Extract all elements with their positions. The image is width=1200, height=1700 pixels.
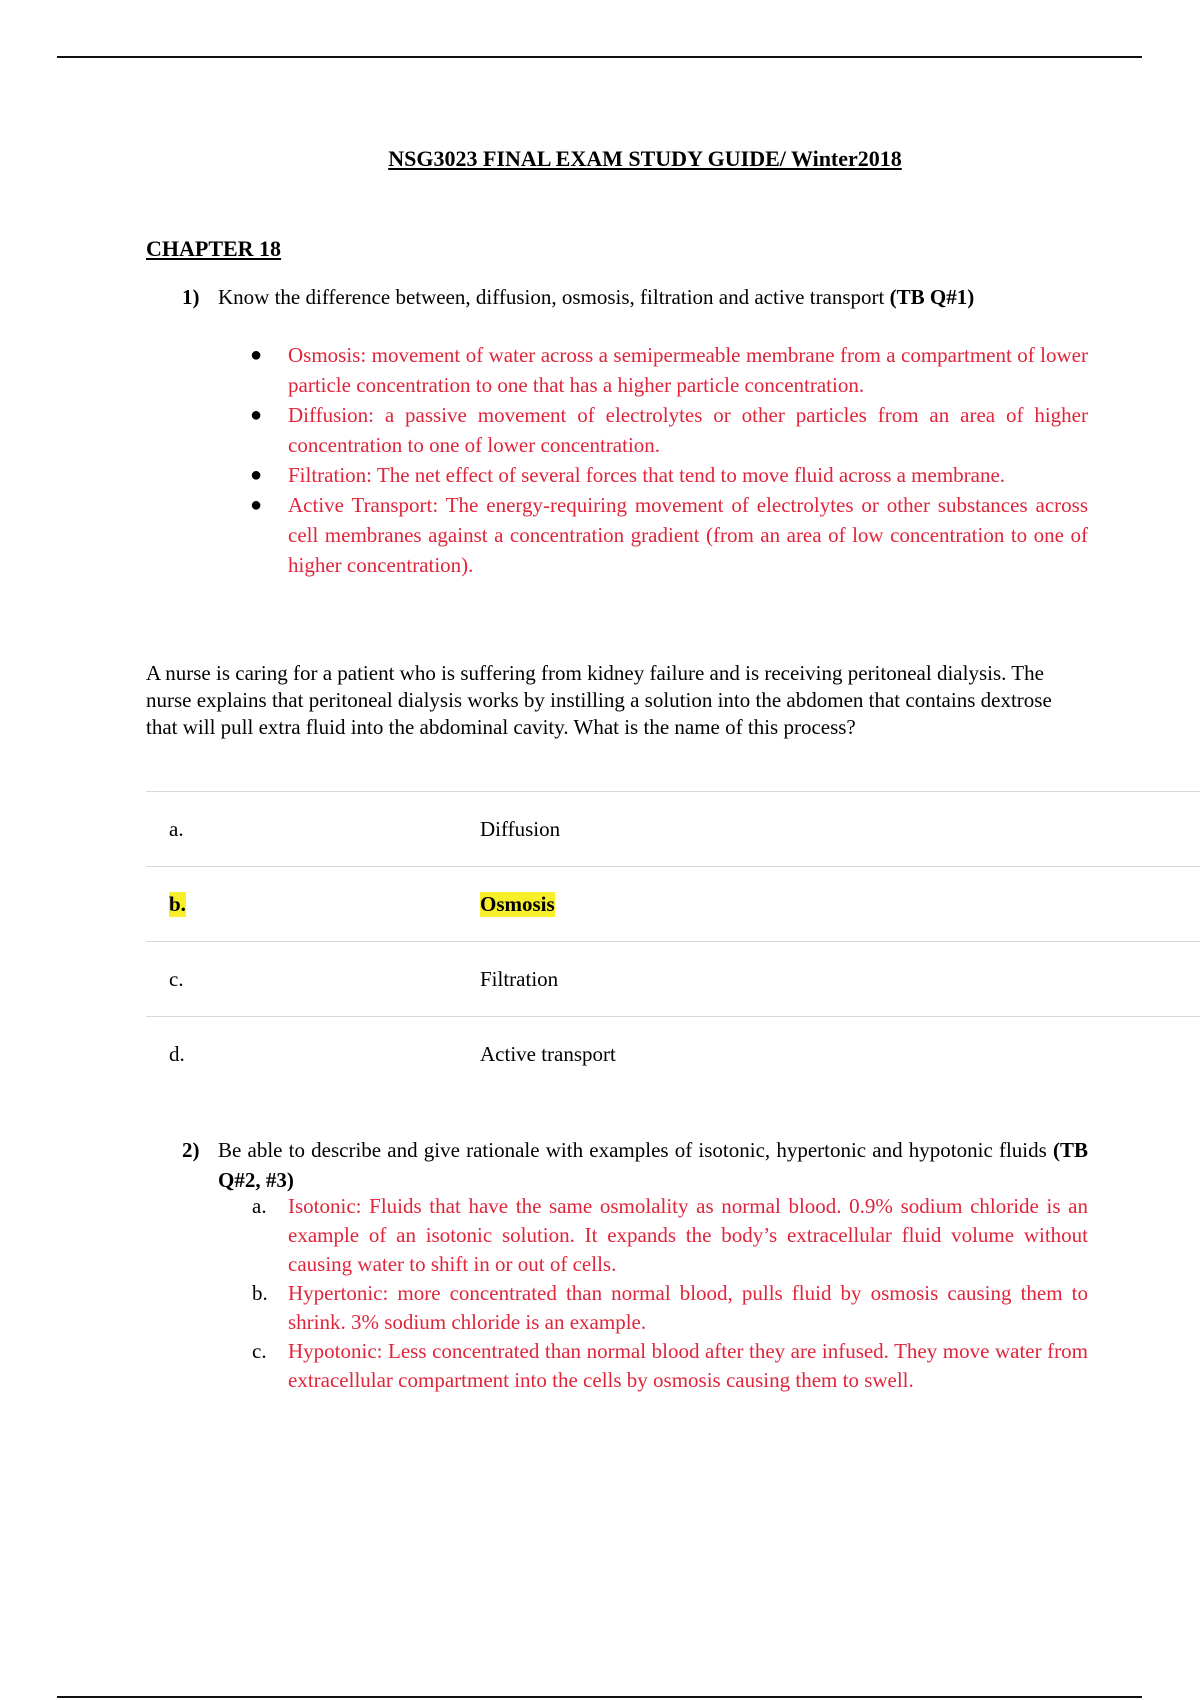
list-item: ● Diffusion: a passive movement of electrolytes or other particles from an area of higher concentration to one of lower concentration. bbox=[288, 400, 1088, 460]
choice-value: Active transport bbox=[480, 1042, 616, 1066]
bullet-icon: ● bbox=[250, 344, 263, 366]
answer-choices-table bbox=[146, 791, 1200, 1091]
choice-value: Osmosis bbox=[480, 892, 555, 916]
choice-row-d[interactable] bbox=[146, 1016, 1200, 1091]
answer-list-1 bbox=[250, 340, 1088, 580]
list-item: ● Active Transport: The energy-requiring movement of electrolytes or other substances across cell membranes against a concentration gradient (from an area of low concentration to one of higher concentration). bbox=[288, 490, 1088, 580]
question-1 bbox=[182, 282, 1088, 312]
question-number: 2) bbox=[182, 1138, 200, 1162]
choice-value: Diffusion bbox=[480, 817, 561, 841]
list-item: b. Hypertonic: more concentrated than normal blood, pulls fluid by osmosis causing them to shrink. 3% sodium chloride is an example. bbox=[252, 1281, 1088, 1334]
question-stem: A nurse is caring for a patient who is suffering from kidney failure and is receiving peritoneal dialysis. The nurse explains that peritoneal dialysis works by instilling a solution into the abdomen that contains dextrose that will pull extra fluid into the abdominal cavity. What is the name of this process? bbox=[146, 661, 1052, 739]
answer-list-2 bbox=[252, 1192, 1088, 1395]
document-title: NSG3023 FINAL EXAM STUDY GUIDE/ Winter2018 bbox=[388, 146, 902, 171]
choice-label: a. bbox=[169, 817, 184, 841]
list-letter: a. bbox=[252, 1194, 267, 1218]
question-2 bbox=[182, 1135, 1088, 1195]
bottom-rule bbox=[57, 1696, 1142, 1698]
question-number: 1) bbox=[182, 285, 200, 309]
list-letter: c. bbox=[252, 1339, 267, 1363]
top-rule bbox=[57, 56, 1142, 58]
choice-value: Filtration bbox=[480, 967, 559, 991]
question-ref: (TB Q#1) bbox=[889, 285, 975, 309]
list-item: a. Isotonic: Fluids that have the same osmolality as normal blood. 0.9% sodium chloride is an example of an isotonic solution. It expands the body’s extracellular fluid volume without causing water to shift in or out of cells. bbox=[252, 1194, 1088, 1276]
question-ref: (TB Q#2, #3) bbox=[218, 1138, 1088, 1192]
chapter-heading: CHAPTER 18 bbox=[146, 236, 282, 261]
choice-row-b-correct[interactable] bbox=[146, 866, 1200, 941]
list-item: ● Filtration: The net effect of several forces that tend to move fluid across a membrane. bbox=[288, 460, 1088, 490]
bullet-icon: ● bbox=[250, 494, 263, 516]
bullet-icon: ● bbox=[250, 404, 263, 426]
question-text: Know the difference between, diffusion, osmosis, filtration and active transport (TB Q#1) bbox=[218, 285, 975, 309]
choice-label: d. bbox=[169, 1042, 185, 1066]
question-text: Be able to describe and give rationale with examples of isotonic, hypertonic and hypotonic fluids (TB Q#2, #3) bbox=[218, 1138, 1088, 1192]
choice-label: c. bbox=[169, 967, 184, 991]
bullet-icon: ● bbox=[250, 464, 263, 486]
list-item: ● Osmosis: movement of water across a semipermeable membrane from a compartment of lower particle concentration to one that has a higher particle concentration. bbox=[288, 340, 1088, 400]
list-letter: b. bbox=[252, 1281, 268, 1305]
list-item: c. Hypotonic: Less concentrated than normal blood after they are infused. They move water from extracellular compartment into the cells by osmosis causing them to swell. bbox=[252, 1339, 1088, 1392]
choice-row-c[interactable] bbox=[146, 941, 1200, 1016]
choice-label: b. bbox=[169, 892, 186, 916]
choice-row-a[interactable] bbox=[146, 791, 1200, 866]
